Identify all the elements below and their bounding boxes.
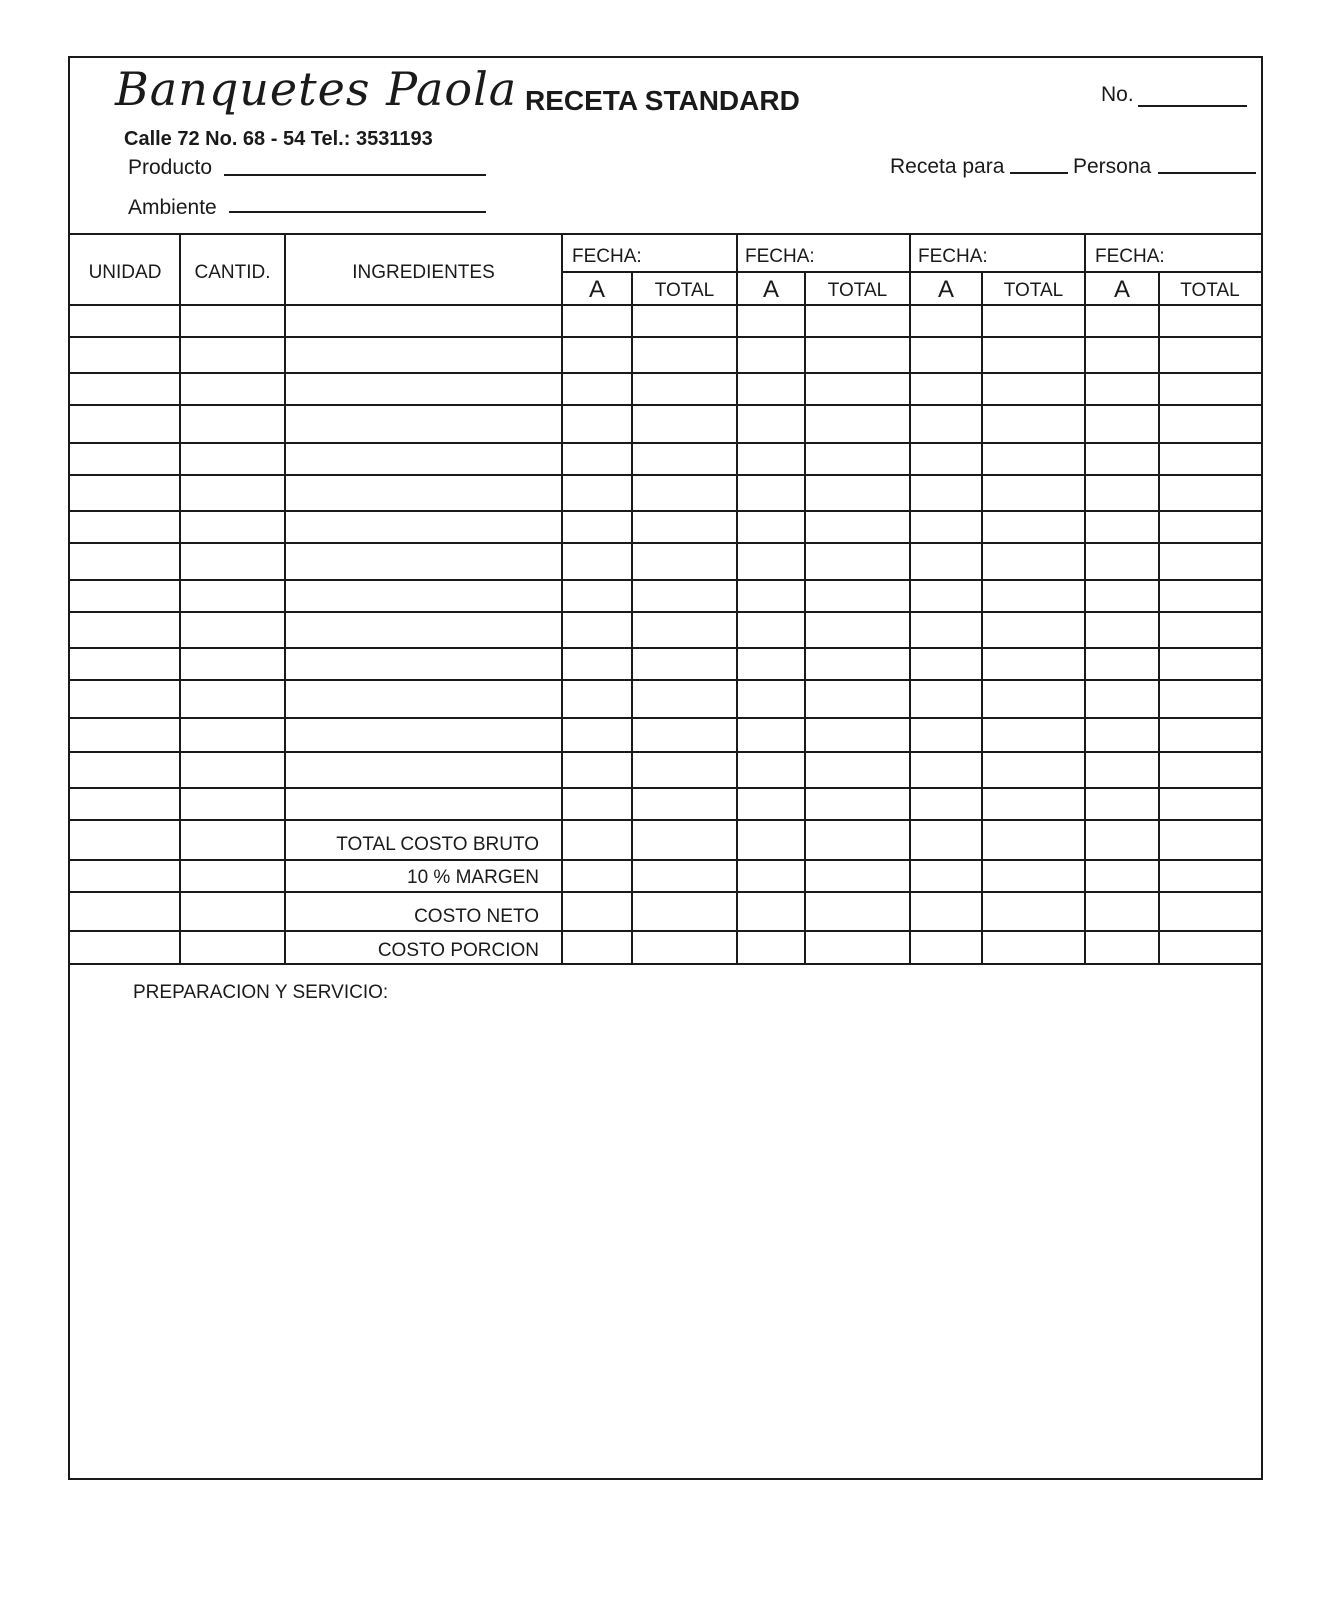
persona-label: Persona (1073, 155, 1152, 178)
total-header-3: TOTAL (1003, 280, 1064, 301)
ambiente-label: Ambiente (128, 196, 217, 219)
total-header-2: TOTAL (827, 280, 888, 301)
summary-margen: 10 % MARGEN (407, 867, 539, 888)
producto-label: Producto (128, 156, 213, 179)
page-title: RECETA STANDARD (525, 85, 800, 116)
fecha-header-3: FECHA: (918, 246, 988, 267)
summary-costo-porcion: COSTO PORCION (377, 940, 539, 961)
a-header-1: A (588, 276, 605, 303)
a-header-2: A (762, 276, 779, 303)
a-header-3: A (937, 276, 954, 303)
brand-logo: Banquetes Paola (115, 62, 518, 116)
fecha-header-4: FECHA: (1095, 246, 1165, 267)
col-header-unidad: UNIDAD (88, 262, 162, 283)
col-header-cantid: CANTID. (194, 262, 271, 283)
receta-para-label: Receta para (890, 155, 1005, 178)
total-header-1: TOTAL (654, 280, 715, 301)
preparacion-label: PREPARACION Y SERVICIO: (133, 982, 389, 1003)
fecha-header-1: FECHA: (572, 246, 642, 267)
summary-total-costo-bruto: TOTAL COSTO BRUTO (336, 834, 539, 855)
summary-costo-neto: COSTO NETO (414, 906, 539, 927)
recipe-form (68, 56, 1263, 1480)
business-address: Calle 72 No. 68 - 54 Tel.: 3531193 (124, 128, 433, 150)
total-header-4: TOTAL (1180, 280, 1240, 301)
preparacion-area[interactable] (72, 1018, 1259, 1476)
fecha-header-2: FECHA: (745, 246, 815, 267)
col-header-ingredientes: INGREDIENTES (352, 262, 495, 283)
number-label: No. (1101, 83, 1134, 106)
a-header-4: A (1113, 276, 1130, 303)
